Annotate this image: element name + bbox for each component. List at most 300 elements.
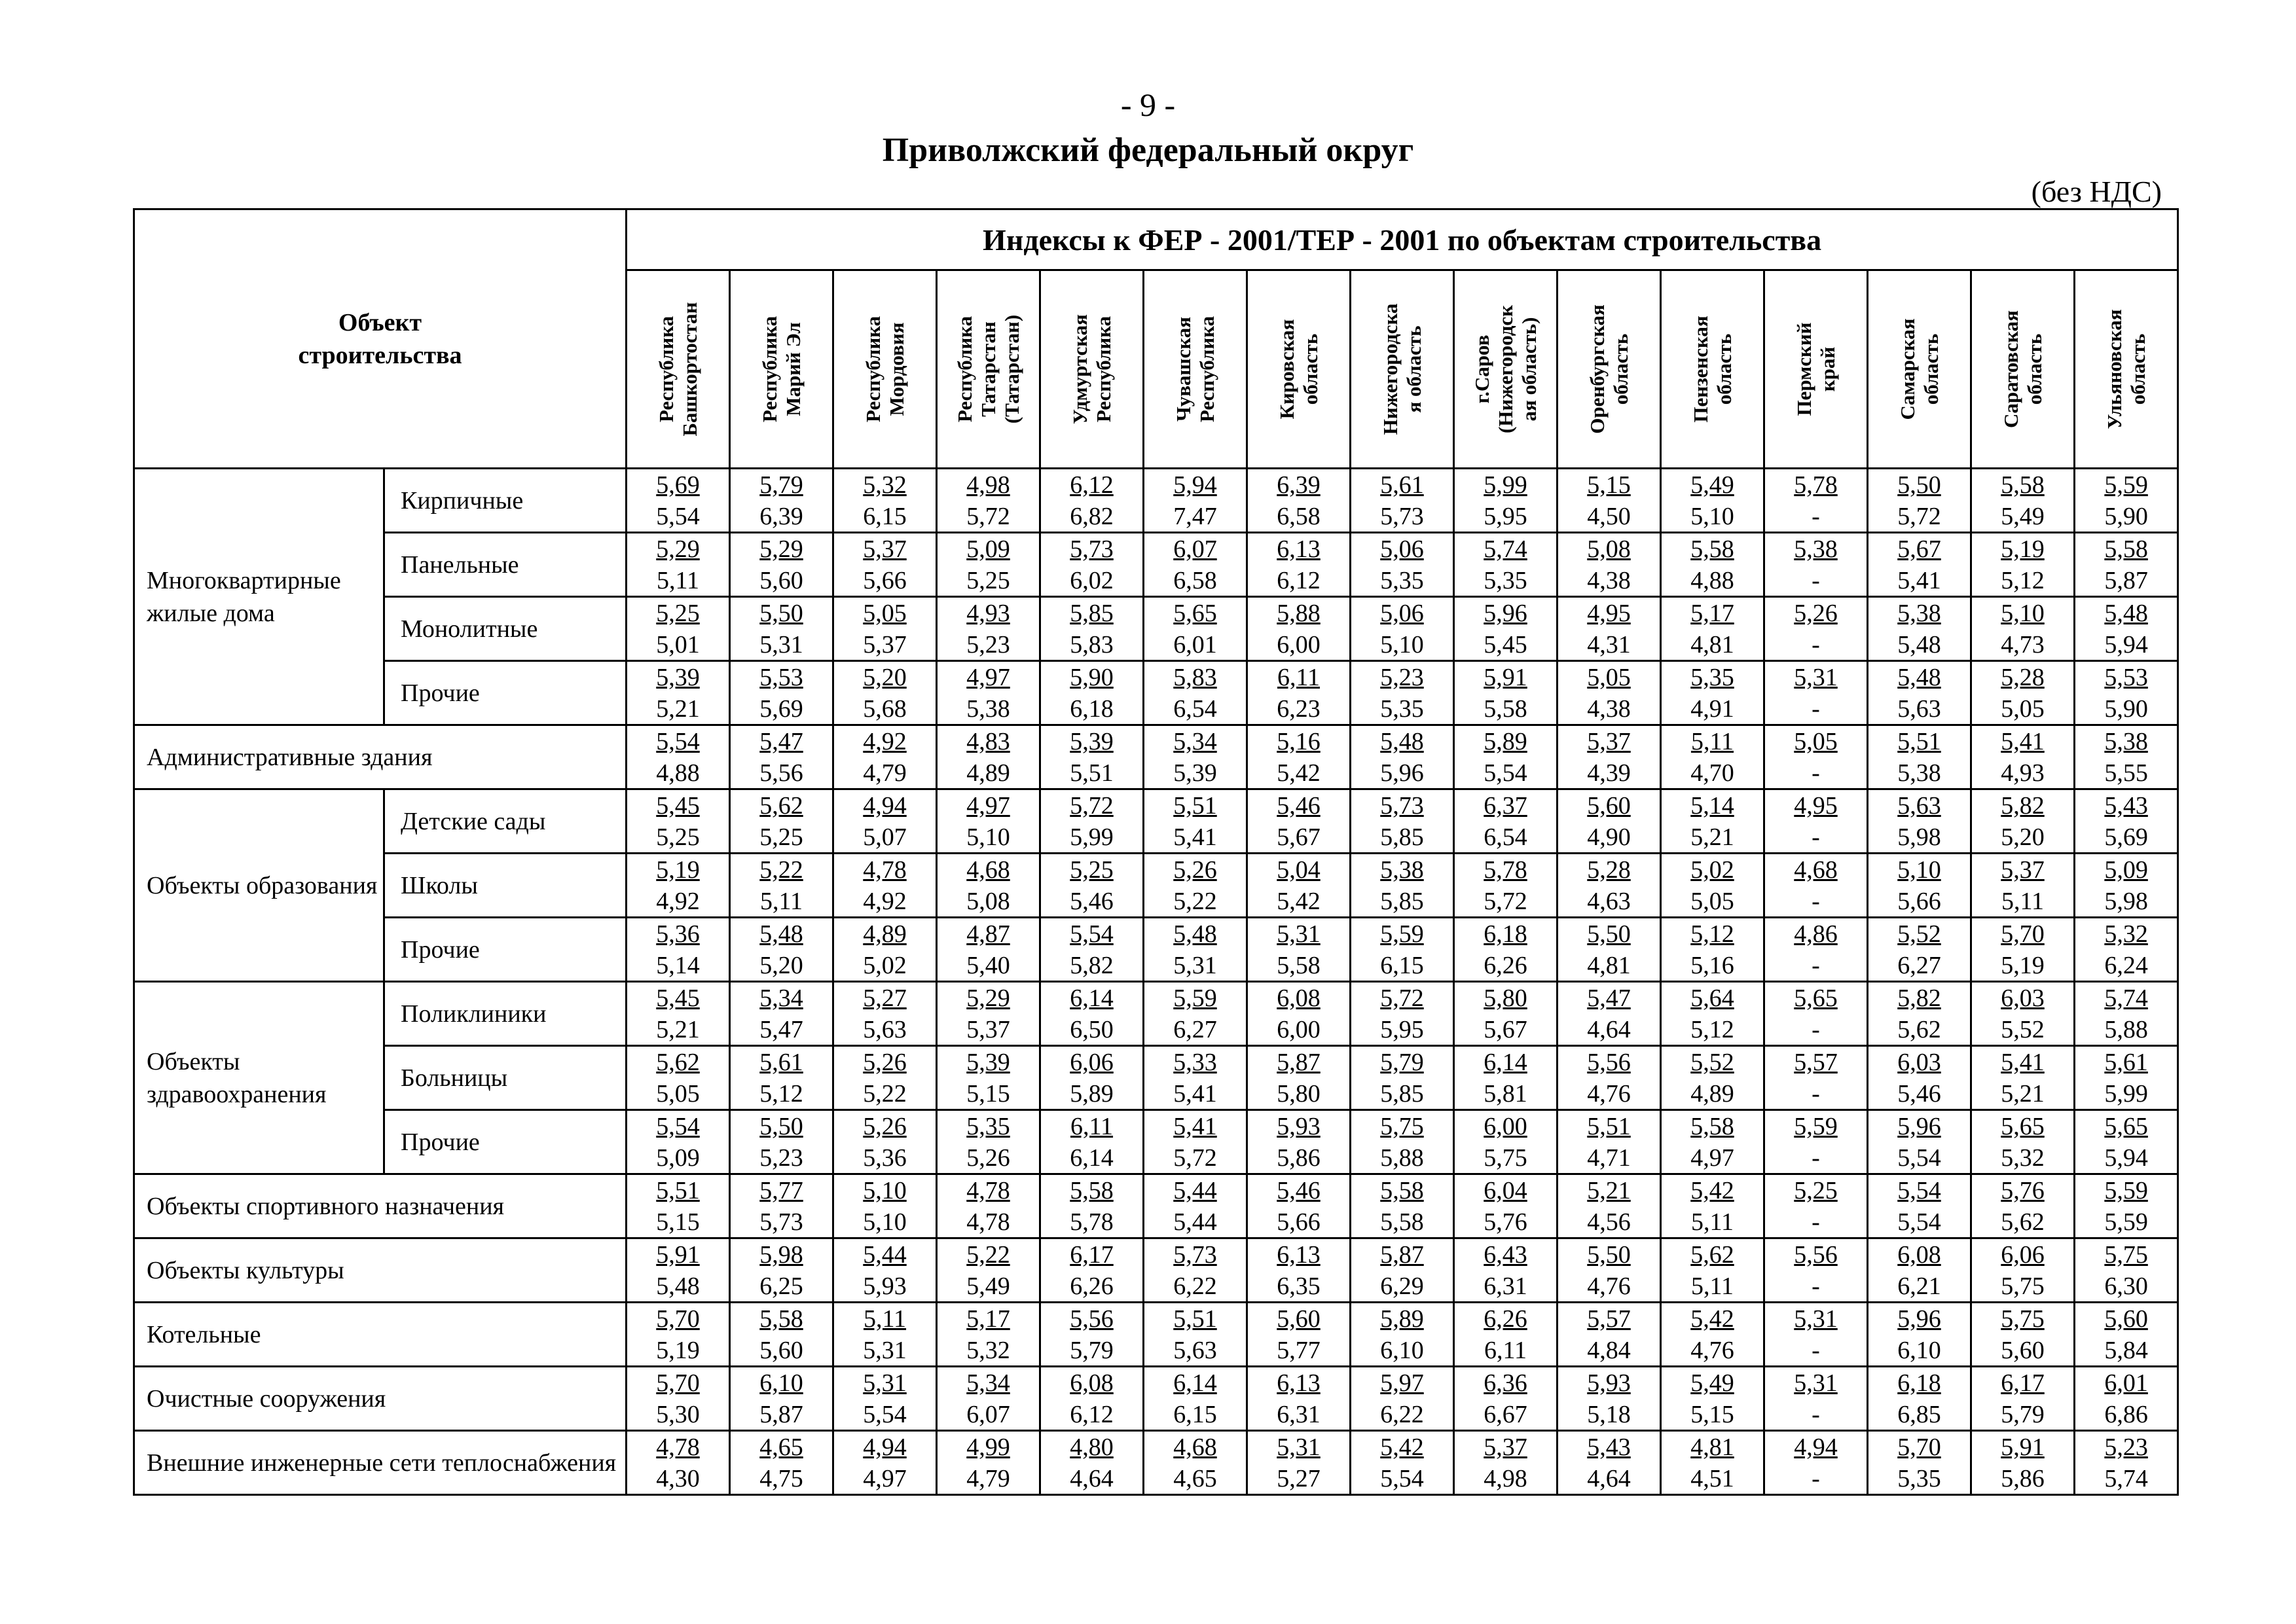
- ter-index: 5,82: [1070, 952, 1114, 979]
- fer-index: 5,35: [966, 1113, 1010, 1140]
- ter-index: 5,11: [2001, 888, 2045, 915]
- ter-index: 5,54: [1484, 759, 1527, 787]
- fer-index: 5,54: [656, 728, 700, 755]
- ter-index: 5,54: [1380, 1465, 1424, 1492]
- index-cell: [1764, 982, 1868, 1046]
- fer-index: 5,49: [1690, 1369, 1734, 1397]
- index-cell: [2075, 918, 2178, 982]
- index-cell: [1558, 789, 1661, 854]
- fer-index: 5,56: [1587, 1049, 1631, 1076]
- index-cell: [730, 1303, 833, 1367]
- fer-index: 5,62: [759, 792, 803, 820]
- index-cell: [833, 1110, 937, 1174]
- index-cell: [1971, 918, 2075, 982]
- fer-index: 5,63: [1897, 792, 1941, 820]
- index-cell: [1351, 533, 1454, 597]
- row-label: Поликлиники: [384, 982, 627, 1046]
- fer-index: 5,11: [863, 1305, 907, 1333]
- index-cell: [730, 661, 833, 725]
- ter-index: 5,72: [966, 503, 1010, 530]
- ter-index: 4,70: [1690, 759, 1734, 787]
- fer-index: 4,95: [1587, 600, 1631, 627]
- ter-index: 5,88: [1380, 1144, 1424, 1172]
- ter-index: 5,08: [966, 888, 1010, 915]
- ter-index: 4,75: [759, 1465, 803, 1492]
- ter-index: 4,89: [1690, 1080, 1734, 1108]
- ter-index: 5,59: [2104, 1208, 2148, 1236]
- fer-index: 5,73: [1380, 792, 1424, 820]
- ter-index: 6,14: [1070, 1144, 1114, 1172]
- region-label: Чувашская Республика: [1171, 316, 1218, 423]
- fer-index: 5,42: [1690, 1305, 1734, 1333]
- fer-index: 6,36: [1484, 1369, 1527, 1397]
- ter-index: 4,31: [1587, 631, 1631, 659]
- ter-index: 4,64: [1587, 1016, 1631, 1043]
- index-cell: [833, 533, 937, 597]
- index-cell: [2075, 854, 2178, 918]
- fer-index: 5,02: [1690, 856, 1734, 884]
- index-cell: [1868, 597, 1971, 661]
- ter-index: 5,85: [1380, 823, 1424, 851]
- index-cell: [2075, 1238, 2178, 1303]
- object-column-header: [134, 209, 627, 469]
- row-label: Больницы: [384, 1046, 627, 1110]
- table-row: [134, 982, 2178, 1046]
- index-cell: [1247, 1110, 1351, 1174]
- fer-index: 5,26: [1173, 856, 1217, 884]
- ter-index: 5,01: [656, 631, 700, 659]
- ter-index: 5,99: [1070, 823, 1114, 851]
- ter-index: 5,49: [966, 1272, 1010, 1300]
- fer-index: 5,91: [2001, 1434, 2045, 1461]
- index-cell: [1868, 854, 1971, 918]
- fer-index: 5,69: [656, 471, 700, 499]
- ter-index: 5,74: [2104, 1465, 2148, 1492]
- index-cell: [730, 1174, 833, 1238]
- index-cell: [1144, 1431, 1247, 1495]
- fer-index: 5,31: [1794, 1305, 1838, 1333]
- fer-index: 5,50: [759, 600, 803, 627]
- fer-index: 5,51: [1897, 728, 1941, 755]
- fer-index: 5,09: [2104, 856, 2148, 884]
- group-label: Многоквартирные жилые дома: [134, 469, 384, 725]
- ter-index: 6,31: [1484, 1272, 1527, 1300]
- fer-index: 5,70: [1897, 1434, 1941, 1461]
- ter-index: 5,86: [2001, 1465, 2045, 1492]
- index-cell: [1454, 1238, 1558, 1303]
- row-label: Школы: [384, 854, 627, 918]
- fer-index: 4,81: [1690, 1434, 1734, 1461]
- fer-index: 5,65: [2001, 1113, 2045, 1140]
- fer-index: 5,52: [1897, 920, 1941, 948]
- ter-index: 5,67: [1277, 823, 1321, 851]
- fer-index: 6,04: [1484, 1177, 1527, 1204]
- ter-index: 6,26: [1484, 952, 1527, 979]
- index-cell: [1971, 597, 2075, 661]
- fer-index: 5,77: [759, 1177, 803, 1204]
- ter-index: 5,22: [863, 1080, 907, 1108]
- ter-index: 6,00: [1277, 631, 1321, 659]
- fer-index: 5,65: [1794, 984, 1838, 1012]
- fer-index: 5,79: [759, 471, 803, 499]
- row-label: Очистные сооружения: [134, 1367, 627, 1431]
- ter-index: 5,12: [2001, 567, 2045, 594]
- index-cell: [730, 789, 833, 854]
- object-column-label: Объект строительства: [298, 308, 462, 369]
- ter-index: 4,64: [1070, 1465, 1114, 1492]
- ter-index: 5,63: [863, 1016, 907, 1043]
- fer-index: 5,49: [1690, 471, 1734, 499]
- ter-index: 5,99: [2104, 1080, 2148, 1108]
- ter-index: 5,72: [1484, 888, 1527, 915]
- fer-index: 5,20: [863, 664, 907, 691]
- ter-index: 5,85: [1380, 1080, 1424, 1108]
- fer-index: 5,48: [759, 920, 803, 948]
- ter-index: 5,20: [759, 952, 803, 979]
- index-cell: [627, 1303, 730, 1367]
- ter-index: 5,21: [2001, 1080, 2045, 1108]
- index-cell: [1454, 982, 1558, 1046]
- ter-index: -: [1812, 1465, 1820, 1492]
- index-cell: [1144, 789, 1247, 854]
- index-cell: [833, 1367, 937, 1431]
- fer-index: 5,58: [1690, 1113, 1734, 1140]
- region-header: [937, 270, 1040, 469]
- region-label: Республика Мордовия: [861, 316, 908, 423]
- index-cell: [1661, 1303, 1764, 1367]
- ter-index: -: [1812, 631, 1820, 659]
- ter-index: 5,42: [1277, 759, 1321, 787]
- fer-index: 5,38: [1897, 600, 1941, 627]
- region-header: [1868, 270, 1971, 469]
- ter-index: 5,94: [2104, 1144, 2148, 1172]
- ter-index: 5,05: [656, 1080, 700, 1108]
- ter-index: 5,37: [966, 1016, 1010, 1043]
- index-cell: [1144, 982, 1247, 1046]
- ter-index: 5,11: [1690, 1272, 1734, 1300]
- index-cell: [1661, 854, 1764, 918]
- ter-index: 5,18: [1587, 1401, 1631, 1428]
- ter-index: 5,87: [2104, 567, 2148, 594]
- index-cell: [627, 661, 730, 725]
- region-header: [2075, 270, 2178, 469]
- index-cell: [1040, 854, 1144, 918]
- fer-index: 5,39: [656, 664, 700, 691]
- ter-index: 5,66: [1277, 1208, 1321, 1236]
- index-cell: [1040, 1431, 1144, 1495]
- ter-index: 5,90: [2104, 695, 2148, 723]
- fer-index: 5,35: [1690, 664, 1734, 691]
- index-cell: [1040, 982, 1144, 1046]
- index-cell: [833, 1303, 937, 1367]
- fer-index: 5,48: [1173, 920, 1217, 948]
- fer-index: 5,05: [863, 600, 907, 627]
- fer-index: 5,31: [1794, 1369, 1838, 1397]
- index-cell: [1454, 918, 1558, 982]
- index-cell: [1971, 982, 2075, 1046]
- index-cell: [1247, 1303, 1351, 1367]
- fer-index: 5,41: [2001, 1049, 2045, 1076]
- fer-index: 6,14: [1484, 1049, 1527, 1076]
- ter-index: 4,98: [1484, 1465, 1527, 1492]
- index-cell: [1764, 1238, 1868, 1303]
- index-cell: [1040, 1046, 1144, 1110]
- ter-index: 5,54: [656, 503, 700, 530]
- fer-index: 5,39: [1070, 728, 1114, 755]
- index-cell: [1764, 661, 1868, 725]
- fer-index: 5,44: [863, 1241, 907, 1269]
- index-cell: [1661, 597, 1764, 661]
- ter-index: 6,31: [1277, 1401, 1321, 1428]
- fer-index: 5,54: [656, 1113, 700, 1140]
- fer-index: 5,31: [863, 1369, 907, 1397]
- ter-index: 4,78: [966, 1208, 1010, 1236]
- ter-index: 5,41: [1897, 567, 1941, 594]
- index-cell: [730, 1110, 833, 1174]
- index-cell: [937, 597, 1040, 661]
- index-cell: [1971, 725, 2075, 789]
- index-cell: [1144, 1174, 1247, 1238]
- fer-index: 5,29: [759, 535, 803, 563]
- ter-index: -: [1812, 1080, 1820, 1108]
- index-cell: [1558, 597, 1661, 661]
- index-cell: [1868, 469, 1971, 533]
- index-cell: [1661, 1431, 1764, 1495]
- ter-index: 6,15: [1380, 952, 1424, 979]
- fer-index: 5,61: [759, 1049, 803, 1076]
- index-cell: [1351, 597, 1454, 661]
- ter-index: 5,47: [759, 1016, 803, 1043]
- ter-index: 5,98: [2104, 888, 2148, 915]
- fer-index: 5,62: [1690, 1241, 1734, 1269]
- ter-index: 5,05: [2001, 695, 2045, 723]
- index-cell: [1558, 854, 1661, 918]
- ter-index: 4,76: [1587, 1080, 1631, 1108]
- index-cell: [1351, 789, 1454, 854]
- fer-index: 5,43: [2104, 792, 2148, 820]
- fer-index: 5,65: [2104, 1113, 2148, 1140]
- fer-index: 5,33: [1173, 1049, 1217, 1076]
- index-cell: [833, 469, 937, 533]
- index-cell: [730, 918, 833, 982]
- fer-index: 5,72: [1070, 792, 1114, 820]
- ter-index: 5,96: [1380, 759, 1424, 787]
- ter-index: 5,12: [759, 1080, 803, 1108]
- index-cell: [1247, 1046, 1351, 1110]
- ter-index: 6,11: [1484, 1337, 1527, 1364]
- fer-index: 5,43: [1587, 1434, 1631, 1461]
- ter-index: 6,27: [1897, 952, 1941, 979]
- index-cell: [1247, 1431, 1351, 1495]
- fer-index: 5,99: [1484, 471, 1527, 499]
- fer-index: 5,27: [863, 984, 907, 1012]
- fer-index: 4,68: [1173, 1434, 1217, 1461]
- fer-index: 5,72: [1380, 984, 1424, 1012]
- page-number: - 9 -: [1120, 86, 1176, 123]
- ter-index: 6,07: [966, 1401, 1010, 1428]
- region-header: [1040, 270, 1144, 469]
- index-cell: [1144, 725, 1247, 789]
- fer-index: 5,59: [1794, 1113, 1838, 1140]
- ter-index: 6,50: [1070, 1016, 1114, 1043]
- ter-index: 4,64: [1587, 1465, 1631, 1492]
- ter-index: 5,10: [1690, 503, 1734, 530]
- ter-index: 5,09: [656, 1144, 700, 1172]
- index-cell: [1247, 918, 1351, 982]
- index-cell: [1971, 469, 2075, 533]
- fer-index: 5,80: [1484, 984, 1527, 1012]
- index-cell: [1971, 661, 2075, 725]
- index-cell: [1351, 918, 1454, 982]
- index-cell: [833, 1431, 937, 1495]
- fer-index: 6,03: [1897, 1049, 1941, 1076]
- ter-index: -: [1812, 1144, 1820, 1172]
- ter-index: 6,85: [1897, 1401, 1941, 1428]
- ter-index: 7,47: [1173, 503, 1217, 530]
- index-cell: [627, 1046, 730, 1110]
- index-cell: [627, 1367, 730, 1431]
- fer-index: 5,91: [656, 1241, 700, 1269]
- ter-index: 4,79: [863, 759, 907, 787]
- ter-index: 5,63: [1897, 695, 1941, 723]
- index-cell: [1454, 533, 1558, 597]
- ter-index: -: [1812, 1272, 1820, 1300]
- fer-index: 5,46: [1277, 1177, 1321, 1204]
- table-row: [134, 1367, 2178, 1431]
- index-cell: [1868, 918, 1971, 982]
- ter-index: 4,88: [656, 759, 700, 787]
- ter-index: 5,83: [1070, 631, 1114, 659]
- index-cell: [1558, 661, 1661, 725]
- index-cell: [1661, 725, 1764, 789]
- ter-index: 4,38: [1587, 695, 1631, 723]
- ter-index: 4,91: [1690, 695, 1734, 723]
- fer-index: 5,51: [1587, 1113, 1631, 1140]
- ter-index: 5,54: [1897, 1208, 1941, 1236]
- index-cell: [1764, 854, 1868, 918]
- index-cell: [2075, 1303, 2178, 1367]
- index-cell: [1040, 789, 1144, 854]
- index-cell: [1558, 1367, 1661, 1431]
- index-cell: [1351, 1431, 1454, 1495]
- index-cell: [937, 725, 1040, 789]
- region-label: Саратовская область: [1999, 310, 2046, 428]
- ter-index: 5,75: [1484, 1144, 1527, 1172]
- ter-index: 5,69: [2104, 823, 2148, 851]
- index-cell: [730, 854, 833, 918]
- fer-index: 5,10: [1897, 856, 1941, 884]
- group-label: Объекты образования: [134, 789, 384, 982]
- fer-index: 4,68: [1794, 856, 1838, 884]
- index-cell: [1351, 725, 1454, 789]
- ter-index: 5,56: [759, 759, 803, 787]
- fer-index: 5,54: [1897, 1177, 1941, 1204]
- fer-index: 5,06: [1380, 535, 1424, 563]
- index-cell: [833, 661, 937, 725]
- ter-index: 5,58: [1484, 695, 1527, 723]
- table-row: [134, 1110, 2178, 1174]
- fer-index: 5,25: [656, 600, 700, 627]
- fer-index: 6,17: [2001, 1369, 2045, 1397]
- ter-index: 5,35: [1380, 567, 1424, 594]
- index-cell: [1764, 1110, 1868, 1174]
- ter-index: 5,35: [1484, 567, 1527, 594]
- ter-index: 5,44: [1173, 1208, 1217, 1236]
- index-cell: [627, 1110, 730, 1174]
- ter-index: 5,46: [1070, 888, 1114, 915]
- fer-index: 5,26: [863, 1113, 907, 1140]
- index-cell: [1247, 533, 1351, 597]
- index-cell: [1247, 1367, 1351, 1431]
- fer-index: 5,96: [1897, 1305, 1941, 1333]
- fer-index: 4,78: [966, 1177, 1010, 1204]
- ter-index: 4,79: [966, 1465, 1010, 1492]
- index-cell: [1454, 1110, 1558, 1174]
- fer-index: 6,11: [1277, 664, 1321, 691]
- index-cell: [1040, 533, 1144, 597]
- index-cell: [833, 982, 937, 1046]
- fer-index: 5,53: [759, 664, 803, 691]
- ter-index: 4,97: [863, 1465, 907, 1492]
- ter-index: 5,19: [2001, 952, 2045, 979]
- index-cell: [1764, 469, 1868, 533]
- index-cell: [627, 469, 730, 533]
- fer-index: 5,14: [1690, 792, 1734, 820]
- fer-index: 6,00: [1484, 1113, 1527, 1140]
- fer-index: 4,89: [863, 920, 907, 948]
- fer-index: 5,52: [1690, 1049, 1734, 1076]
- fer-index: 5,29: [966, 984, 1010, 1012]
- index-cell: [1868, 1110, 1971, 1174]
- index-cell: [1764, 789, 1868, 854]
- fer-index: 5,90: [1070, 664, 1114, 691]
- ter-index: 5,85: [1380, 888, 1424, 915]
- fer-index: 5,89: [1484, 728, 1527, 755]
- index-cell: [2075, 661, 2178, 725]
- ter-index: 5,66: [863, 567, 907, 594]
- fer-index: 5,97: [1380, 1369, 1424, 1397]
- region-header: [730, 270, 833, 469]
- index-cell: [1868, 1367, 1971, 1431]
- table-row: [134, 1303, 2178, 1367]
- region-header: [1661, 270, 1764, 469]
- index-cell: [1971, 1174, 2075, 1238]
- row-label: Панельные: [384, 533, 627, 597]
- row-label: Монолитные: [384, 597, 627, 661]
- ter-index: 5,15: [966, 1080, 1010, 1108]
- fer-index: 5,05: [1794, 728, 1838, 755]
- index-cell: [1868, 661, 1971, 725]
- region-label: Ульяновская область: [2102, 309, 2149, 429]
- fer-index: 5,73: [1070, 535, 1114, 563]
- fer-index: 5,21: [1587, 1177, 1631, 1204]
- index-cell: [833, 725, 937, 789]
- ter-index: 5,32: [966, 1337, 1010, 1364]
- fer-index: 5,37: [2001, 856, 2045, 884]
- ter-index: 5,21: [656, 695, 700, 723]
- index-cell: [1764, 533, 1868, 597]
- ter-index: 5,14: [656, 952, 700, 979]
- fer-index: 5,58: [1690, 535, 1734, 563]
- index-cell: [1351, 1238, 1454, 1303]
- header-row-main: [134, 209, 2178, 270]
- ter-index: 5,69: [759, 695, 803, 723]
- index-cell: [627, 918, 730, 982]
- index-cell: [1558, 533, 1661, 597]
- ter-index: 5,35: [1897, 1465, 1941, 1492]
- fer-index: 5,17: [1690, 600, 1734, 627]
- ter-index: 5,98: [1897, 823, 1941, 851]
